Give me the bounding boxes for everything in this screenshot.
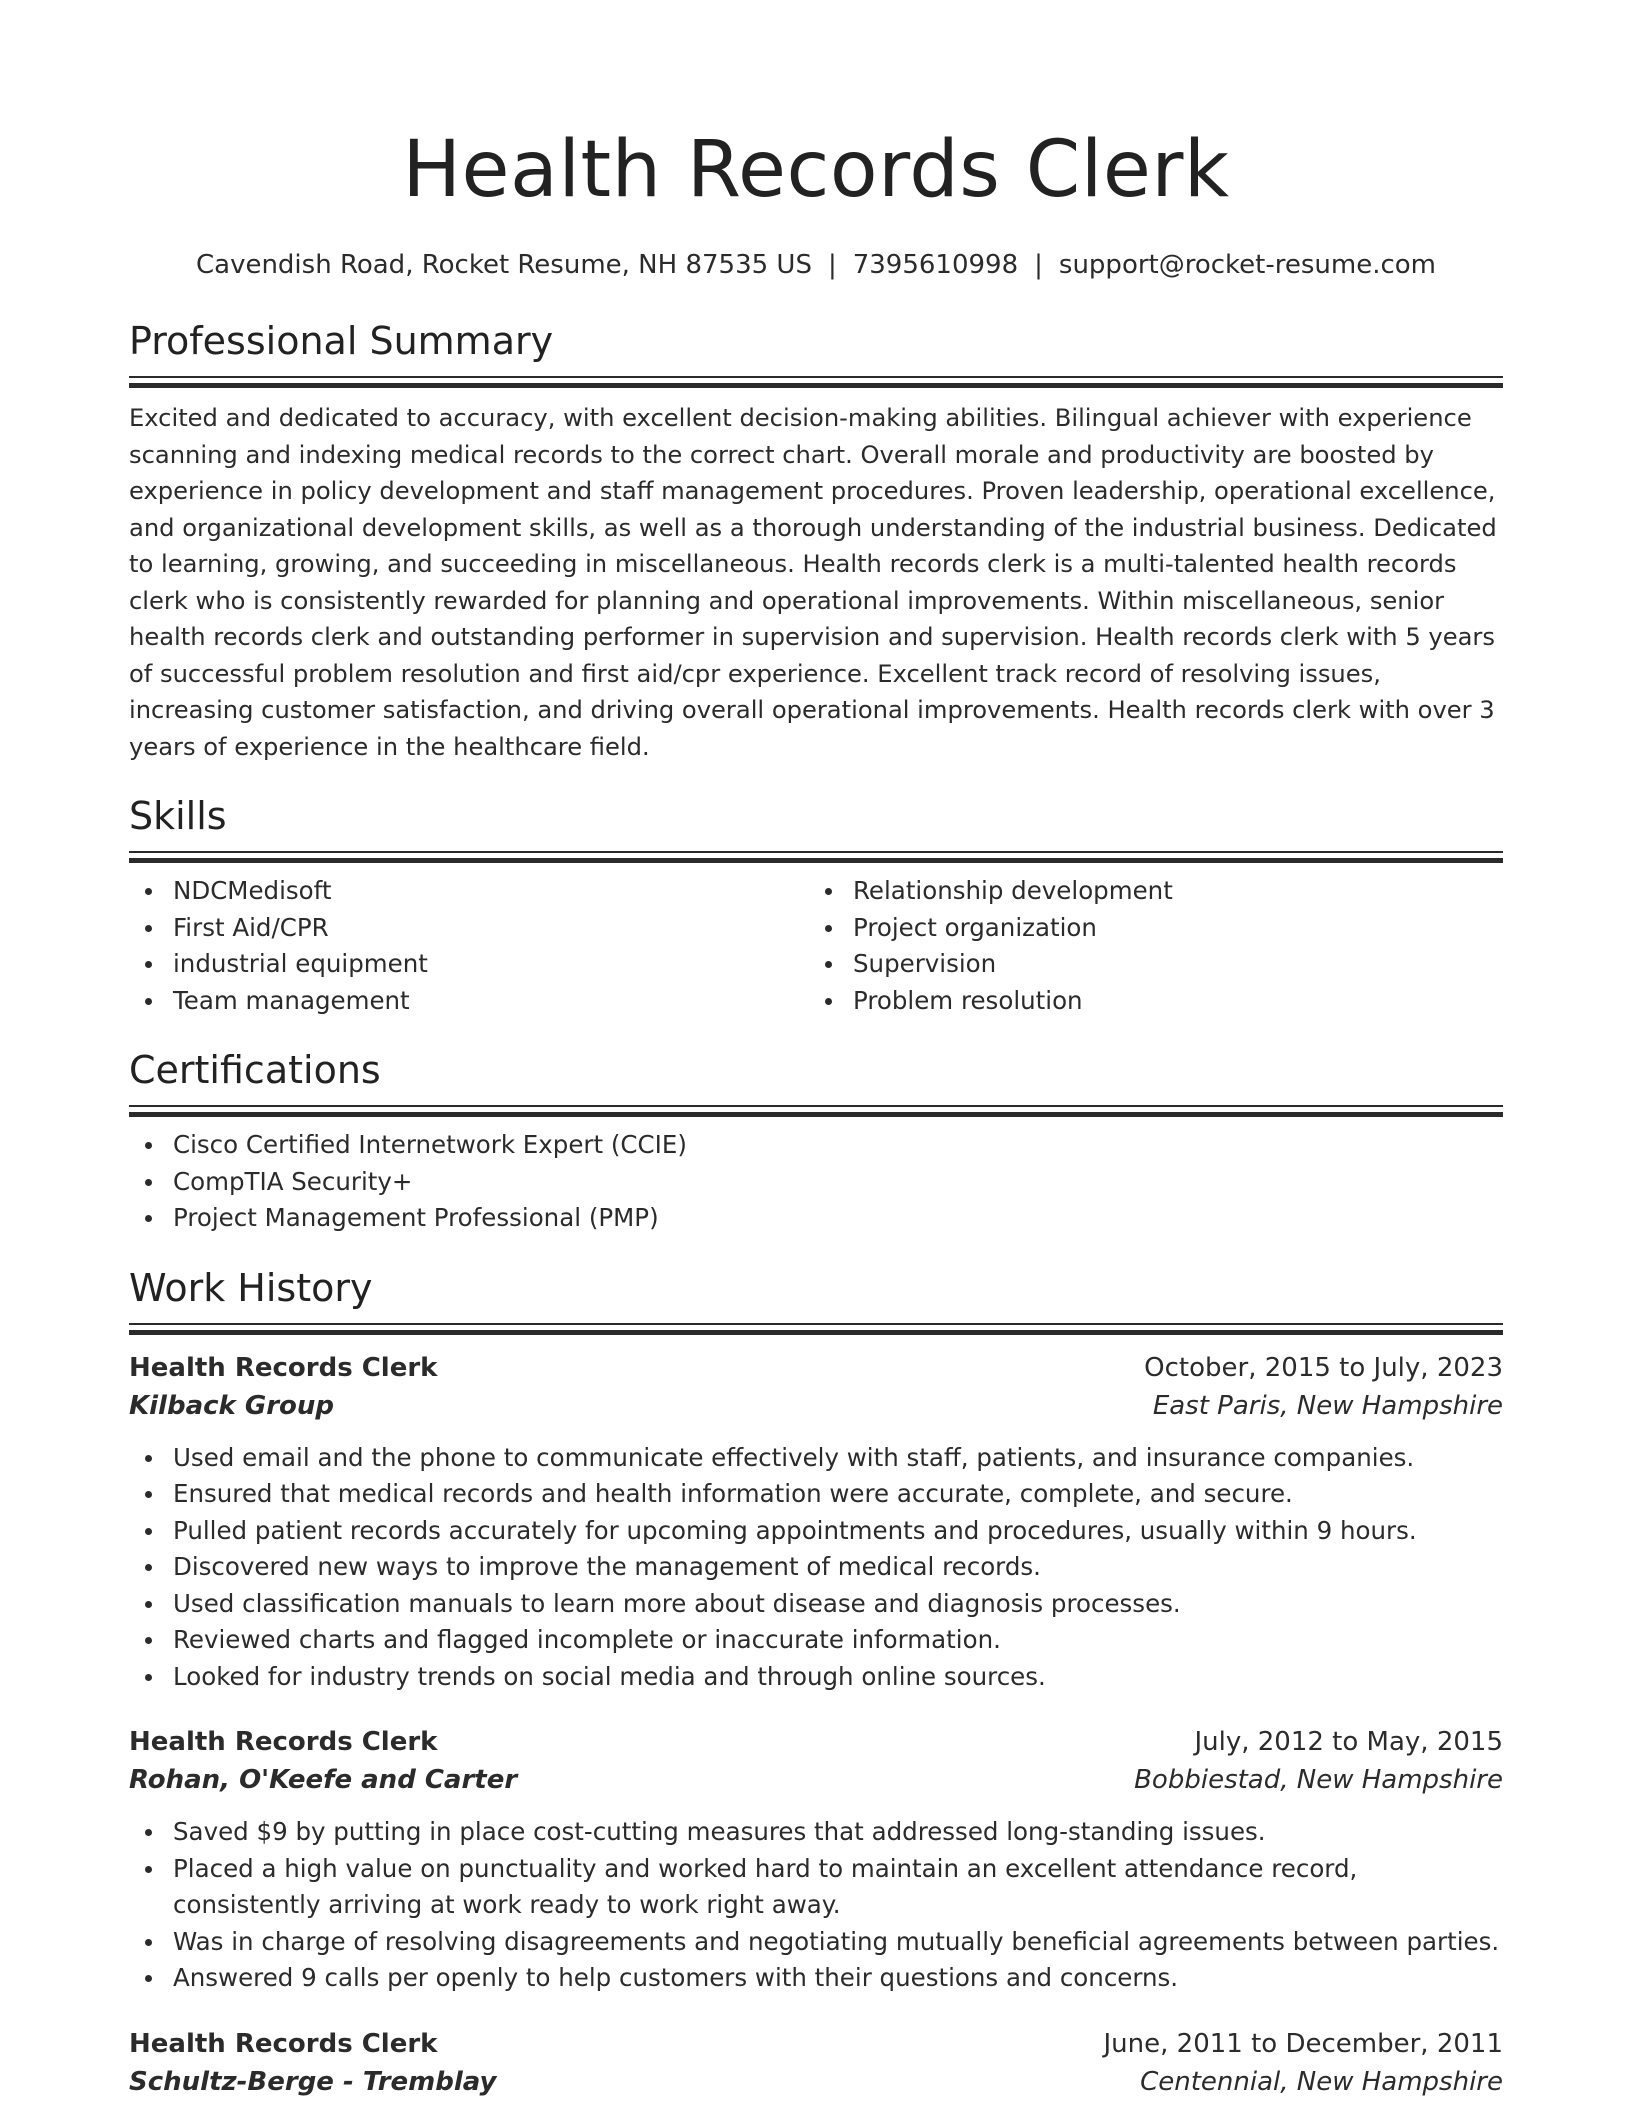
job-bullet: Discovered new ways to improve the management of medical records. [129, 1549, 1503, 1586]
skills-list-left [129, 873, 809, 1019]
job-bullet: Saved $9 by putting in place cost-cutting measures that addressed long-standing issues. [129, 1814, 1503, 1851]
job-title: Health Records Clerk [129, 2028, 438, 2059]
job-entry [129, 1349, 1503, 1696]
contact-address: Cavendish Road, Rocket Resume, NH 87535 US [195, 250, 812, 280]
work-history-section [129, 1263, 1503, 2101]
skill-item: Relationship development [809, 873, 1489, 910]
job-dates: October, 2015 to July, 2023 [1144, 1352, 1503, 1383]
certifications-list [129, 1127, 1503, 1237]
job-header-row [129, 2025, 1503, 2063]
skills-columns [129, 873, 1503, 1019]
job-bullet: Used email and the phone to communicate effectively with staff, patients, and insurance companies. [129, 1440, 1503, 1477]
job-bullet: Ensured that medical records and health information were accurate, complete, and secure. [129, 1476, 1503, 1513]
section-title-work-history: Work History [129, 1265, 373, 1310]
job-bullet: Reviewed charts and flagged incomplete or inaccurate information. [129, 1622, 1503, 1659]
job-bullets [129, 1440, 1503, 1696]
job-bullets [129, 1814, 1503, 1997]
summary-section [129, 316, 1503, 765]
skill-item: Team management [129, 983, 809, 1020]
job-bullet: Pulled patient records accurately for upcoming appointments and procedures, usually within 9 hours. [129, 1513, 1503, 1550]
section-divider [129, 1105, 1503, 1117]
job-dates: July, 2012 to May, 2015 [1194, 1727, 1503, 1757]
contact-separator: | [1034, 250, 1043, 280]
certification-item: Cisco Certified Internetwork Expert (CCIE) [129, 1127, 1503, 1164]
job-bullet: Looked for industry trends on social media and through online sources. [129, 1659, 1503, 1696]
job-subheader-row [129, 1761, 1503, 1799]
job-company: Kilback Group [129, 1390, 335, 1421]
job-bullet: Placed a high value on punctuality and worked hard to maintain an excellent attendance record, consistently arriving at work ready to work right away. [129, 1851, 1503, 1924]
job-header-row [129, 1349, 1503, 1387]
job-company: Rohan, O'Keefe and Carter [129, 1765, 518, 1795]
skill-item: Supervision [809, 946, 1489, 983]
job-company: Schultz-Berge - Tremblay [129, 2066, 497, 2097]
job-location: Centennial, New Hampshire [1140, 2066, 1503, 2097]
job-subheader-row [129, 1387, 1503, 1425]
job-location: East Paris, New Hampshire [1152, 1390, 1503, 1421]
job-dates: June, 2011 to December, 2011 [1103, 2028, 1503, 2059]
skill-item: NDCMedisoft [129, 873, 809, 910]
skill-item: industrial equipment [129, 946, 809, 983]
job-bullet: Used classification manuals to learn more about disease and diagnosis processes. [129, 1586, 1503, 1623]
job-location: Bobbiestad, New Hampshire [1134, 1765, 1503, 1795]
job-entry [129, 2025, 1503, 2101]
skills-section [129, 791, 1503, 1019]
contact-line [129, 248, 1503, 282]
job-title: Health Records Clerk [129, 1352, 438, 1383]
section-title-certifications: Certifications [129, 1048, 381, 1092]
skill-item: Project organization [809, 910, 1489, 947]
job-bullet: Answered 9 calls per openly to help customers with their questions and concerns. [129, 1960, 1503, 1997]
section-title-skills: Skills [129, 794, 227, 838]
job-header-row [129, 1723, 1503, 1761]
summary-text: Excited and dedicated to accuracy, with excellent decision-making abilities. Bilingual achiever with experience scanning and indexing medical records to the correct chart. Overall morale and productivity are boosted by experience in policy development and staff management procedures. Proven leadership, operational excellence, and organizational development skills, as well as a thorough understanding of the industrial business. Dedicated to learning, growing, and succeeding in miscellaneous. Health records clerk is a multi-talented health records clerk who is consistently rewarded for planning and operational improvements. Within miscellaneous, senior health records clerk and outstanding performer in supervision and supervision. Health records clerk with 5 years of successful problem resolution and first aid/cpr experience. Excellent track record of resolving issues, increasing customer satisfaction, and driving overall operational improvements. Health records clerk with over 3 years of experience in the healthcare field. [129, 404, 1497, 761]
section-title-summary: Professional Summary [129, 319, 554, 363]
resume-name: Health Records Clerk [402, 125, 1230, 215]
certification-item: Project Management Professional (PMP) [129, 1200, 1503, 1237]
skill-item: First Aid/CPR [129, 910, 809, 947]
job-title: Health Records Clerk [129, 1727, 438, 1757]
contact-separator: | [827, 250, 837, 280]
skill-item: Problem resolution [809, 983, 1489, 1020]
contact-email[interactable]: support@rocket-resume.com [1058, 250, 1437, 280]
section-divider [129, 376, 1503, 388]
job-subheader-row [129, 2063, 1503, 2101]
certifications-section [129, 1045, 1503, 1237]
skills-list-right [809, 873, 1489, 1019]
job-bullet: Was in charge of resolving disagreements and negotiating mutually beneficial agreements between parties. [129, 1924, 1503, 1961]
contact-phone: 7395610998 [852, 250, 1019, 280]
job-entry [129, 1723, 1503, 1997]
certification-item: CompTIA Security+ [129, 1164, 1503, 1201]
section-divider [129, 851, 1503, 863]
section-divider [129, 1323, 1503, 1335]
